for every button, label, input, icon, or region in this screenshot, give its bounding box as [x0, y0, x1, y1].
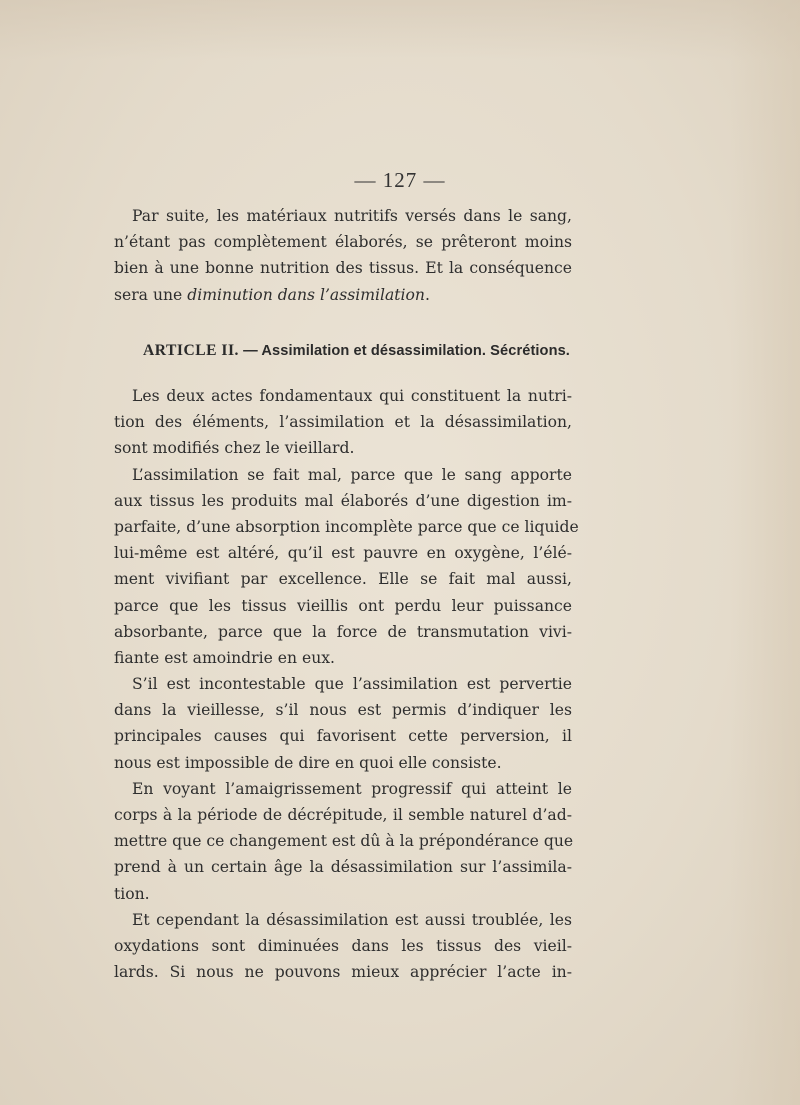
italic-phrase: diminution dans l’assimilation [187, 285, 425, 304]
text-line: mettre que ce changement est dû à la prépondérance que [114, 832, 574, 851]
text-line: principales causes qui favorisent cette perversion, il [114, 727, 572, 746]
body-text [114, 383, 579, 985]
text-line: bien à une bonne nutrition des tissus. Et la conséquence [114, 259, 572, 278]
page-edge-shadow [730, 0, 800, 1105]
article-label: ARTICLE II. [143, 342, 239, 359]
text-line: fiante est amoindrie en eux. [114, 648, 336, 667]
text-line: sont modifiés chez le vieillard. [114, 439, 355, 458]
text-line: dans la vieillesse, s’il nous est permis d’indiquer les [114, 701, 572, 720]
text-line: parfaite, d’une absorption incomplète parce que ce liquide [114, 517, 579, 536]
section-title: — Assimilation et désassimilation. Sécrétions. [238, 343, 570, 359]
page-number: — 127 — [354, 168, 446, 192]
text-line: ment vivifiant par excellence. Elle se fait mal aussi, [114, 570, 572, 589]
text-line: Et cependant la désassimilation est aussi troublée, les [132, 910, 572, 929]
paragraph-intro [114, 203, 572, 308]
text-line: nous est impossible de dire en quoi elle consiste. [114, 753, 502, 772]
text-line: En voyant l’amaigrissement progressif qui atteint le [132, 779, 572, 798]
text-line: tion. [114, 884, 150, 903]
text-line: aux tissus les produits mal élaborés d’une digestion im- [114, 491, 572, 510]
text-line: sera une diminution dans l’assimilation. [114, 285, 430, 304]
text-line: L’assimilation se fait mal, parce que le sang apporte [132, 465, 572, 484]
text-line: lui-même est altéré, qu’il est pauvre en oxygène, l’élé- [114, 544, 572, 563]
text-line: Par suite, les matériaux nutritifs versés dans le sang, [132, 207, 572, 225]
text-line: corps à la période de décrépitude, il semble naturel d’ad- [114, 806, 572, 824]
page-top-shadow [0, 0, 800, 60]
text-line: n’étant pas complètement élaborés, se prêteront moins [114, 233, 572, 252]
text-line: tion des éléments, l’assimilation et la désassimilation, [114, 413, 572, 432]
text-line: prend à un certain âge la désassimilation sur l’assimila- [114, 858, 572, 877]
text-line: Les deux actes fondamentaux qui constituent la nutri- [132, 387, 572, 405]
text-line: absorbante, parce que la force de transmutation vivi- [114, 622, 572, 641]
section-heading [143, 342, 570, 360]
text-line: lards. Si nous ne pouvons mieux apprécier l’acte in- [114, 963, 572, 982]
text-line: S’il est incontestable que l’assimilation est pervertie [132, 675, 572, 694]
text-line: oxydations sont diminuées dans les tissus des vieil- [114, 936, 572, 955]
text-line: parce que les tissus vieillis ont perdu leur puissance [114, 596, 572, 615]
